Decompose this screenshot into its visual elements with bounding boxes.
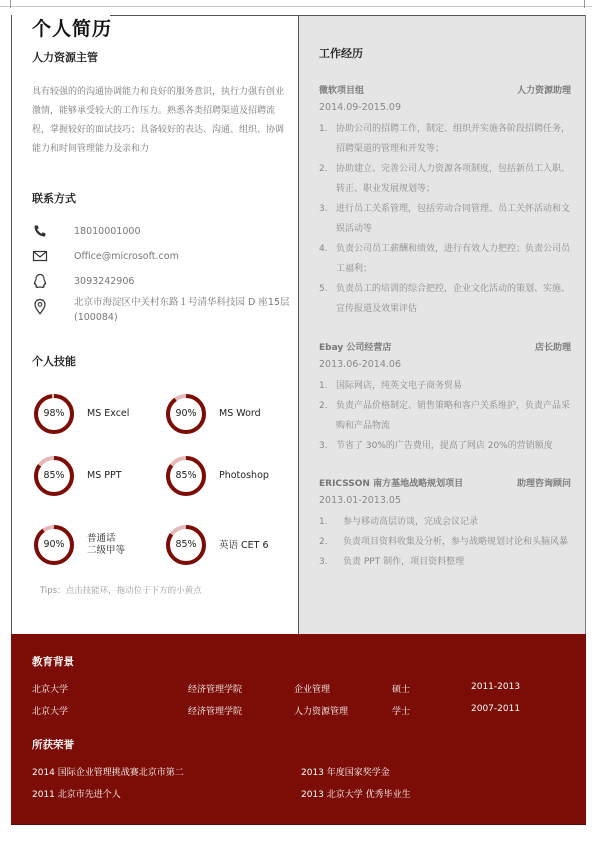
skill-ring-mandarin[interactable] — [32, 523, 152, 567]
job-duty-item: 5. 负责员工的培训的综合把控，企业文化活动的策划、实施、宣传报道及效果评估 — [319, 284, 571, 314]
skill-name: MS PPT — [87, 470, 122, 481]
education-honors-panel — [11, 634, 586, 824]
postal-address: 北京市海淀区中关村东路１号清华科技园 D 座15层(100084) — [74, 297, 290, 323]
contact-address-row — [32, 292, 292, 328]
phone-icon — [32, 223, 48, 239]
frame-line — [585, 15, 586, 635]
page-edge-line — [0, 6, 592, 7]
edu-degree: 学士 — [392, 707, 411, 717]
job-duty-item: 4. 负责公司员工薪酬和绩效，进行有效人力把控；负责公司员工福利； — [319, 244, 571, 274]
self-summary: 具有较强的的沟通协调能力和良好的服务意识，执行力强有创业激情，能够承受较大的工作压力。熟悉各类招聘渠道及招聘流程，掌握较好的面试技巧；具备较好的表达、沟通、组织、协调能力和时间管理能力及亲和力 — [32, 87, 285, 154]
honor-item: 2013 北京大学 优秀毕业生 — [301, 790, 411, 800]
skill-ring-ppt[interactable] — [32, 454, 152, 498]
skill-percent: 98% — [43, 408, 65, 419]
edu-degree: 硕士 — [392, 685, 411, 695]
location-icon — [32, 298, 48, 314]
page-corner-mark — [584, 0, 585, 8]
job-duties-list — [319, 512, 577, 572]
skill-ring-excel[interactable] — [32, 392, 152, 436]
education-section-title: 教育背景 — [32, 656, 74, 668]
job-duty-item: 2. 负责项目资料收集及分析，参与战略规划讨论和头脑风暴 — [319, 537, 569, 547]
frame-line — [110, 15, 586, 16]
job-position: 人力资源主管 — [32, 51, 98, 64]
job-duty-item: 1. 国际网店，纯英文电子商务贸易 — [319, 381, 463, 391]
job-role: 店长助理 — [534, 343, 571, 353]
job-duty-item: 2. 协助建立、完善公司人力资源各项制度，包括新员工入职、转正、职业发展规划等； — [319, 164, 571, 194]
skill-ring-english[interactable] — [164, 523, 284, 567]
skills-tip: Tips：点击技能环，拖动位于下方的小黄点 — [40, 586, 202, 596]
frame-divider — [298, 15, 299, 635]
edu-college: 经济管理学院 — [188, 707, 243, 717]
edu-college: 经济管理学院 — [188, 685, 243, 695]
edu-major: 人力资源管理 — [294, 707, 349, 717]
phone-number: 18010001000 — [74, 226, 141, 237]
job-role: 助理咨询顾问 — [516, 479, 571, 489]
honor-item: 2011 北京市先进个人 — [32, 790, 121, 800]
edu-years: 2011-2013 — [471, 682, 521, 692]
skill-percent: 85% — [175, 539, 197, 550]
edu-school: 北京大学 — [32, 707, 69, 717]
skill-name: Photoshop — [219, 470, 269, 481]
contact-section-title: 联系方式 — [32, 192, 76, 205]
skill-percent: 90% — [175, 408, 197, 419]
edu-years: 2007-2011 — [471, 704, 521, 714]
job-company: 微软项目组 — [319, 86, 365, 96]
skill-percent: 85% — [43, 470, 65, 481]
skill-name: MS Excel — [87, 408, 130, 419]
skill-ring-word[interactable] — [164, 392, 284, 436]
job-duties-list — [319, 119, 577, 319]
job-duty-item: 1. 协助公司的招聘工作，制定、组织并实施各阶段招聘任务，招聘渠道的管理和开发等； — [319, 124, 571, 154]
skill-name-line: 普通话 — [87, 533, 116, 544]
job-duty-item: 1. 参与移动高层访谈，完成会议记录 — [319, 517, 479, 527]
skill-name: 英语 CET 6 — [219, 540, 269, 551]
contact-qq-row — [32, 271, 292, 291]
job-header — [319, 83, 571, 97]
resume-title: 个人简历 — [32, 18, 113, 40]
qq-icon — [32, 273, 48, 289]
skill-percent: 85% — [175, 470, 197, 481]
job-duty-item: 3. 进行员工关系管理，包括劳动合同管理、员工关怀活动和文娱活动等 — [319, 204, 571, 234]
mail-icon — [32, 248, 48, 264]
edu-school: 北京大学 — [32, 685, 69, 695]
contact-email-row — [32, 246, 292, 266]
skill-name: MS Word — [219, 408, 261, 419]
honor-item: 2014 国际企业管理挑战赛北京市第二 — [32, 768, 184, 778]
frame-line — [11, 15, 12, 635]
qq-number: 3093242906 — [74, 276, 135, 287]
email-address: Office@microsoft.com — [74, 251, 179, 262]
job-duty-item: 3. 节省了 30%的广告费用，提高了网店 20%的营销额度 — [319, 441, 553, 451]
job-company: ERICSSON 南方基地战略规划项目 — [319, 479, 464, 489]
panel-bottom-edge — [11, 824, 586, 825]
skill-name — [87, 533, 125, 557]
honor-item: 2013 年度国家奖学金 — [301, 768, 390, 778]
page-corner-mark — [10, 0, 11, 8]
honors-section-title: 所获荣誉 — [32, 739, 74, 751]
job-dates: 2013.06-2014.06 — [319, 359, 401, 370]
job-dates: 2014.09-2015.09 — [319, 102, 401, 113]
job-role: 人力资源助理 — [516, 86, 571, 96]
job-header — [319, 340, 571, 354]
job-company: Ebay 公司经营店 — [319, 343, 392, 353]
edu-major: 企业管理 — [294, 685, 331, 695]
contact-phone-row — [32, 221, 292, 241]
job-duty-item: 3. 负责 PPT 制作，项目资料整理 — [319, 557, 465, 567]
job-duty-item: 2. 负责产品价格制定、销售策略和客户关系维护，负责产品采购和产品物流 — [319, 401, 571, 431]
work-section-title: 工作经历 — [319, 47, 363, 60]
skills-section-title: 个人技能 — [32, 355, 76, 368]
job-dates: 2013.01-2013.05 — [319, 495, 401, 506]
skill-percent: 90% — [43, 539, 65, 550]
job-duties-list — [319, 376, 577, 456]
job-header — [319, 476, 571, 490]
skill-ring-photoshop[interactable] — [164, 454, 284, 498]
skill-name-line: 二级甲等 — [87, 545, 126, 556]
